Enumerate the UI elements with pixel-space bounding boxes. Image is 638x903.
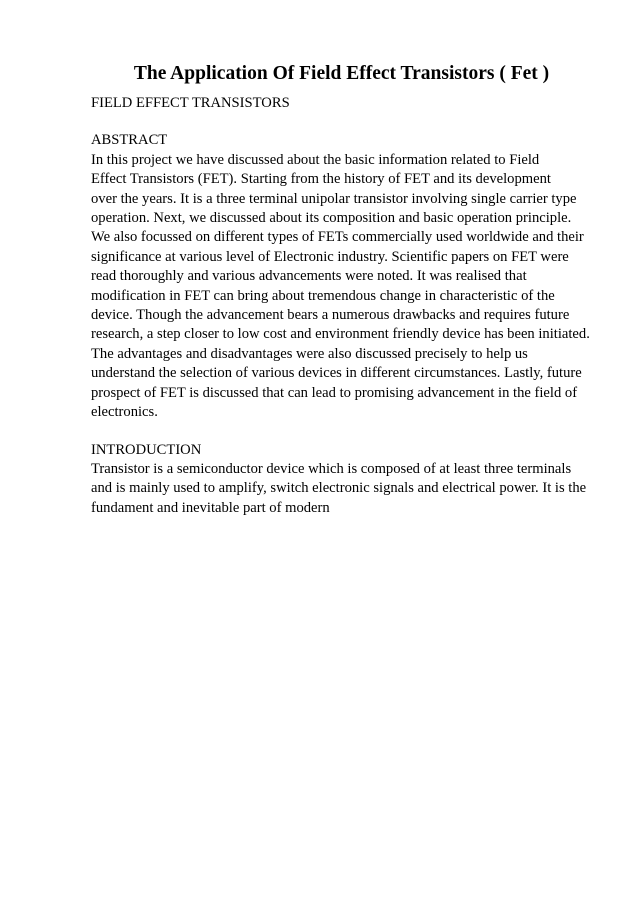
abstract-line: significance at various level of Electronic industry. Scientific papers on FET were [91, 248, 569, 265]
abstract-line: prospect of FET is discussed that can lead to promising advancement in the field of [91, 384, 578, 401]
introduction-line: fundament and inevitable part of modern [91, 499, 330, 516]
abstract-line: over the years. It is a three terminal unipolar transistor involving single carrier type [91, 190, 577, 207]
abstract-line: The advantages and disadvantages were also discussed precisely to help us [91, 345, 528, 362]
section-heading-introduction: INTRODUCTION [91, 441, 202, 458]
abstract-line: electronics. [91, 404, 158, 421]
section-heading-field-effect-transistors: FIELD EFFECT TRANSISTORS [91, 95, 290, 111]
abstract-line: We also focussed on different types of FETs commercially used worldwide and their [91, 229, 584, 246]
abstract-line: Effect Transistors (FET). Starting from the history of FET and its development [91, 171, 551, 188]
introduction-line: and is mainly used to amplify, switch electronic signals and electrical power. It is the [91, 480, 587, 497]
abstract-line: device. Though the advancement bears a numerous drawbacks and requires future [91, 307, 570, 324]
document-body [91, 94, 611, 518]
abstract-paragraph [91, 151, 611, 423]
abstract-line: In this project we have discussed about the basic information related to Field [91, 151, 540, 168]
abstract-line: read thoroughly and various advancements were noted. It was realised that [91, 268, 527, 285]
abstract-line: operation. Next, we discussed about its composition and basic operation principle. [91, 210, 572, 227]
abstract-line: modification in FET can bring about tremendous change in characteristic of the [91, 287, 555, 304]
section-heading-abstract: ABSTRACT [91, 132, 168, 149]
introduction-line: Transistor is a semiconductor device which is composed of at least three terminals [91, 460, 572, 477]
abstract-line: understand the selection of various devices in different circumstances. Lastly, future [91, 365, 582, 382]
introduction-paragraph [91, 460, 611, 518]
abstract-line: research, a step closer to low cost and environment friendly device has been initiated. [91, 326, 590, 343]
document-title: The Application Of Field Effect Transistors ( Fet ) [133, 63, 550, 84]
